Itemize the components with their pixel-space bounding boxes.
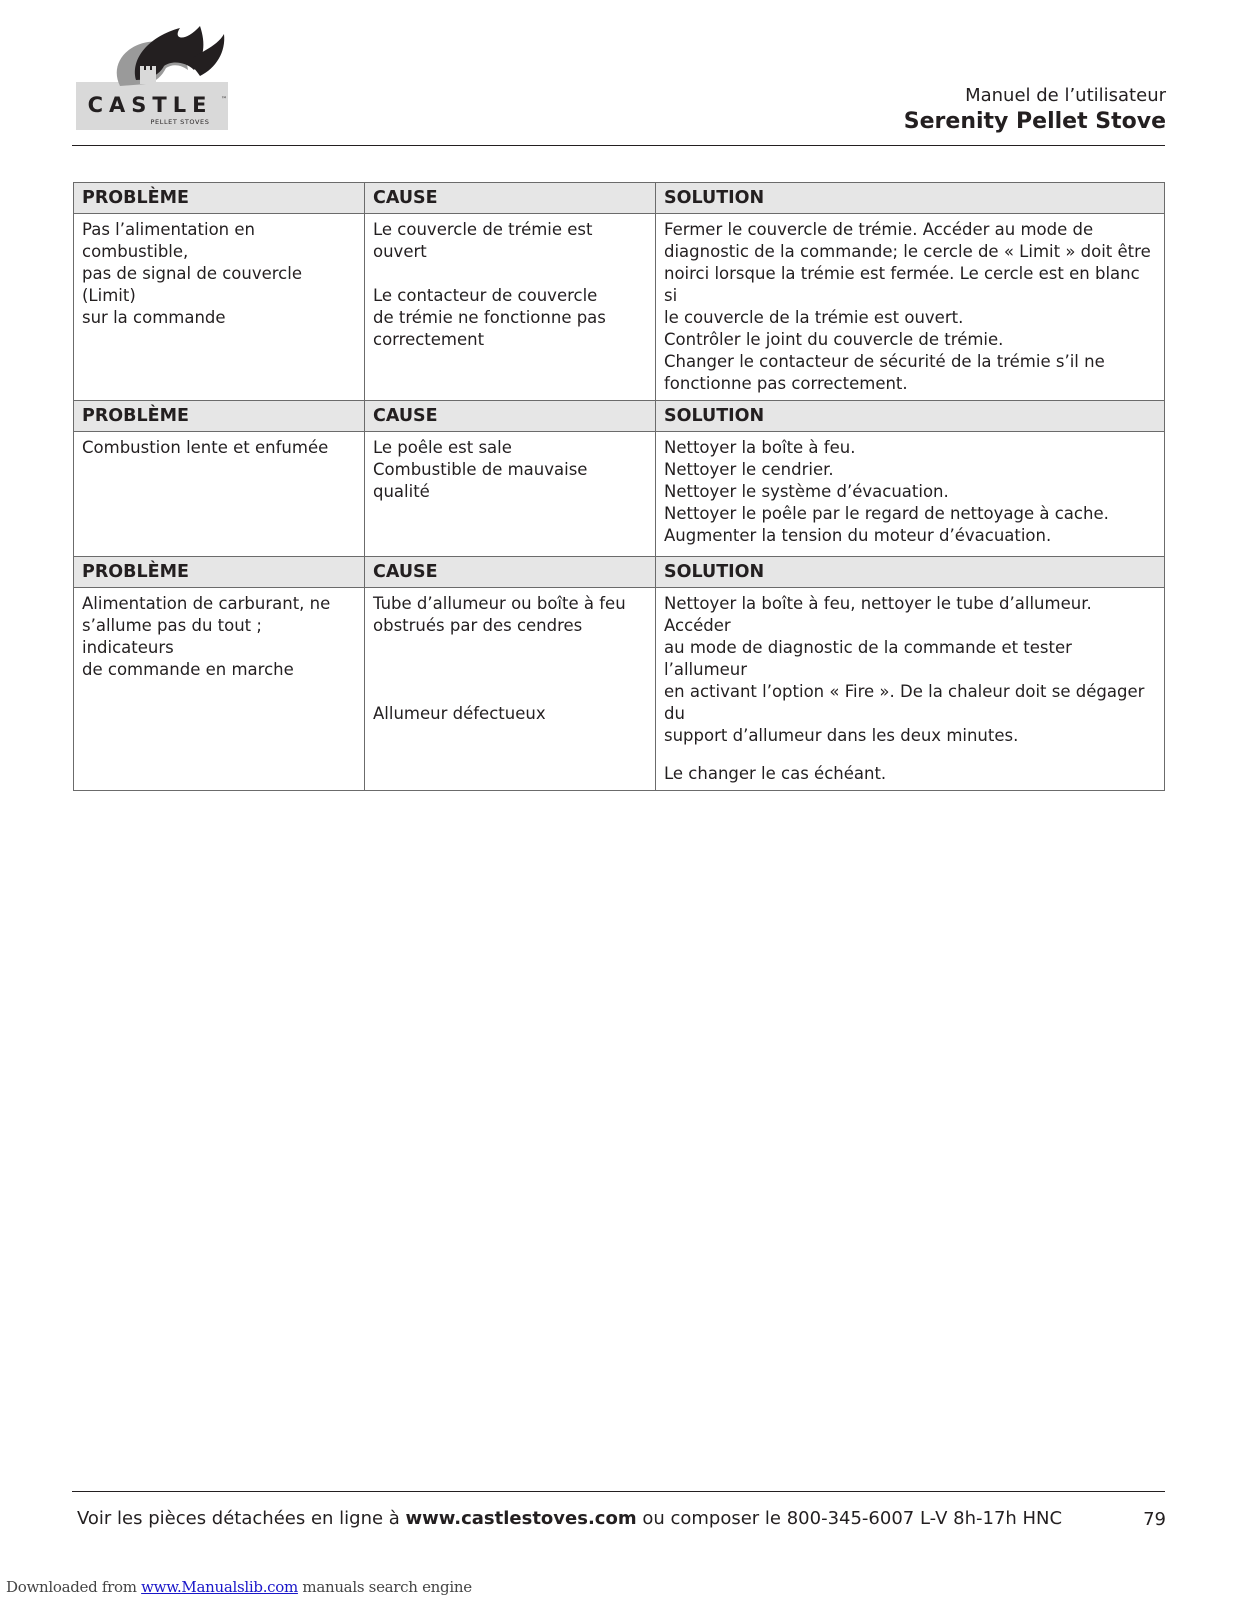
problem-cell: Combustion lente et enfumée <box>74 432 365 557</box>
problem-cell: Pas l’alimentation en combustible, pas de signal de couvercle (Limit) sur la commande <box>74 214 365 401</box>
header-problem: PROBLÈME <box>74 183 365 214</box>
cause-cell: Tube d’allumeur ou boîte à feu obstrués par des cendres Allumeur défectueux <box>365 588 656 791</box>
manualslib-link[interactable]: www.Manualslib.com <box>141 1578 298 1596</box>
flame-castle-icon <box>76 22 232 134</box>
header-solution: SOLUTION <box>656 183 1165 214</box>
header-solution: SOLUTION <box>656 557 1165 588</box>
solution-cell: Nettoyer la boîte à feu, nettoyer le tube d’allumeur. Accéder au mode de diagnostic de la commande et tester l’allumeur en activant l’option « Fire ». De la chaleur doit se dégager du support d’allumeur dans les deux minutes. Le changer le cas échéant. <box>656 588 1165 791</box>
solution-cell: Nettoyer la boîte à feu. Nettoyer le cendrier. Nettoyer le système d’évacuation. Nettoyer le poêle par le regard de nettoyage à cache. Augmenter la tension du moteur d’évacuation. <box>656 432 1165 557</box>
logo-tagline-text: PELLET STOVES <box>150 118 210 126</box>
table-header-row <box>74 557 1165 588</box>
header-divider <box>72 145 1165 146</box>
product-title: Serenity Pellet Stove <box>903 109 1166 134</box>
table-row <box>74 214 1165 401</box>
page-number: 79 <box>1143 1509 1166 1530</box>
download-note: Downloaded from www.Manualslib.com manuals search engine <box>6 1578 472 1596</box>
problem-cell: Alimentation de carburant, ne s’allume pas du tout ; indicateurs de commande en marche <box>74 588 365 791</box>
header-cause: CAUSE <box>365 183 656 214</box>
footer-divider <box>72 1491 1165 1492</box>
logo-brand-text: CASTLE <box>87 93 213 117</box>
castle-logo <box>76 22 232 134</box>
troubleshooting-table <box>73 182 1165 791</box>
header-cause: CAUSE <box>365 557 656 588</box>
footer-text: Voir les pièces détachées en ligne à www.castlestoves.com ou composer le 800-345-6007 L-V 8h-17h HNC <box>77 1508 1063 1529</box>
table-row <box>74 432 1165 557</box>
manual-subtitle: Manuel de l’utilisateur <box>965 85 1166 106</box>
table-row <box>74 588 1165 791</box>
header-problem: PROBLÈME <box>74 401 365 432</box>
header-problem: PROBLÈME <box>74 557 365 588</box>
header-cause: CAUSE <box>365 401 656 432</box>
cause-cell: Le couvercle de trémie est ouvert Le contacteur de couvercle de trémie ne fonctionne pas correctement <box>365 214 656 401</box>
svg-text:™: ™ <box>221 96 227 103</box>
table-header-row <box>74 183 1165 214</box>
solution-cell: Fermer le couvercle de trémie. Accéder au mode de diagnostic de la commande; le cercle de « Limit » doit être noirci lorsque la trémie est fermée. Le cercle est en blanc si le couvercle de la trémie est ouvert. Contrôler le joint du couvercle de trémie. Changer le contacteur de sécurité de la trémie s’il ne fonctionne pas correctement. <box>656 214 1165 401</box>
cause-cell: Le poêle est sale Combustible de mauvaise qualité <box>365 432 656 557</box>
footer-url[interactable]: www.castlestoves.com <box>405 1508 637 1529</box>
table-header-row <box>74 401 1165 432</box>
header-solution: SOLUTION <box>656 401 1165 432</box>
